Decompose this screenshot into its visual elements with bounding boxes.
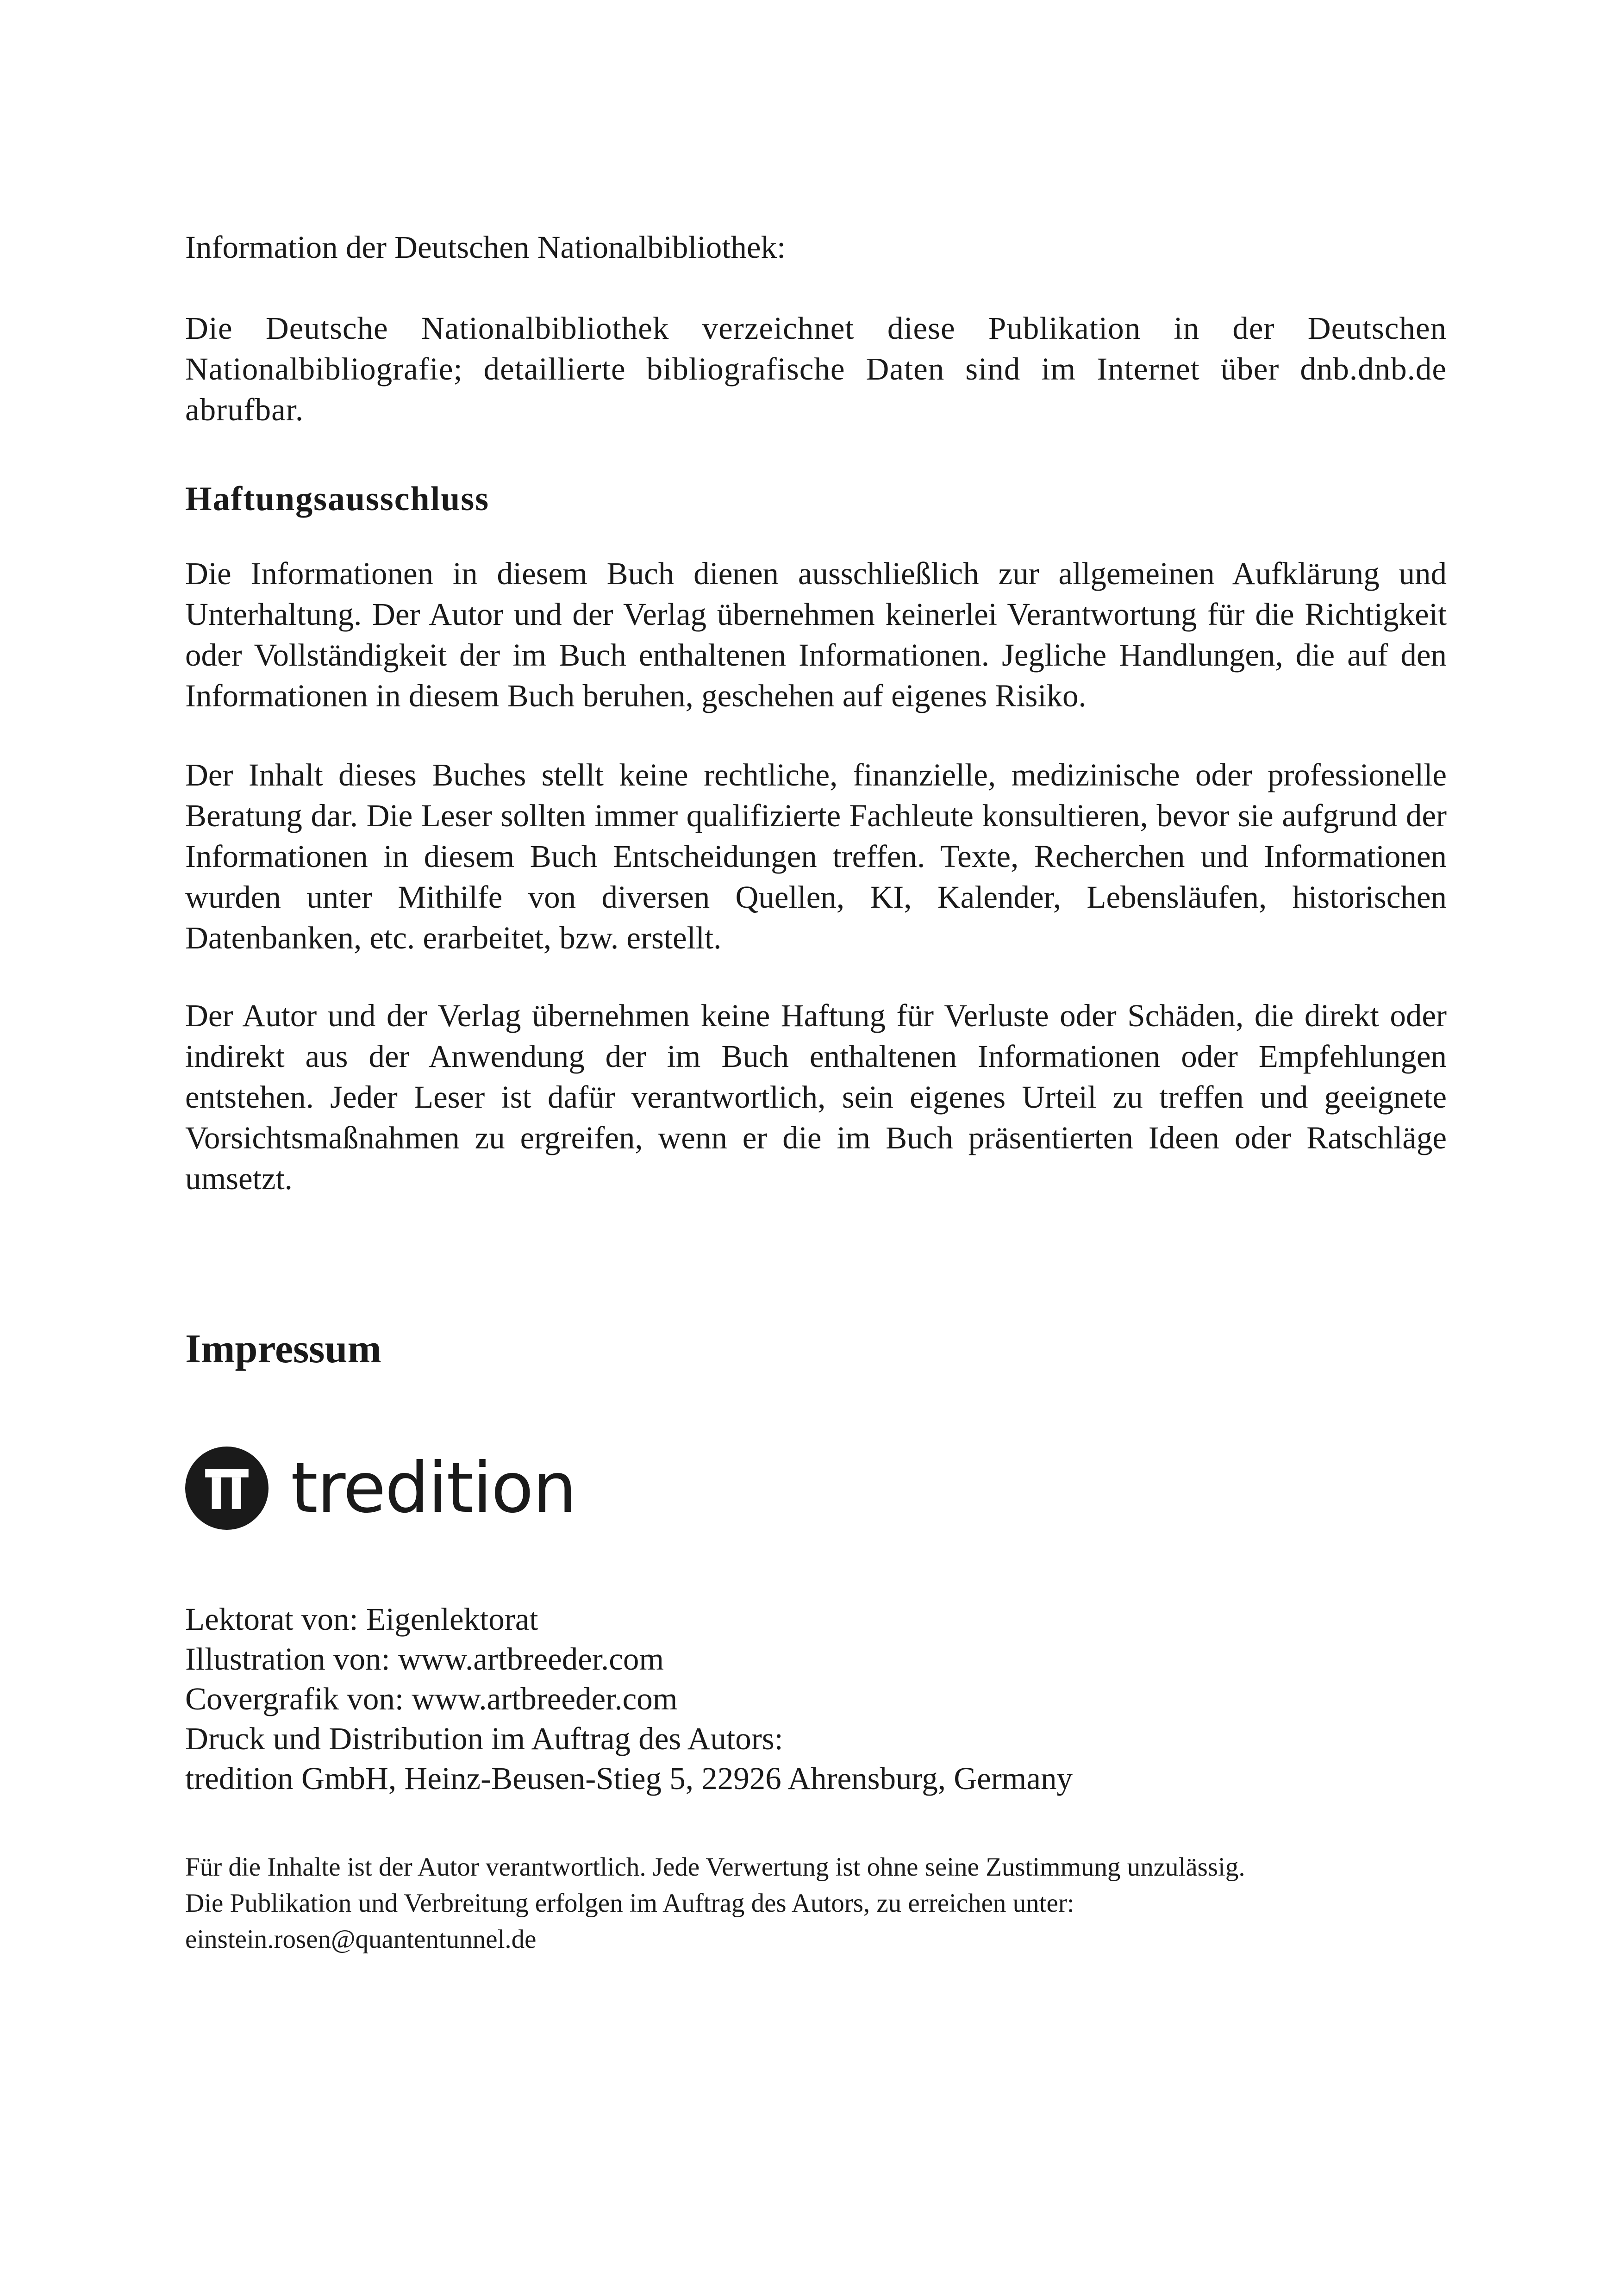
disclaimer-paragraph-1: Die Informationen in diesem Buch dienen ausschließlich zur allgemeinen Aufklärung und Unterhaltung. Der Autor und der Verlag übernehmen keinerlei Verantwortung für die Richtigkeit oder Vollständigkeit der im Buch enthaltenen Informationen. Jegliche Handlungen, die auf den Informationen in diesem Buch beruhen, geschehen auf eigenes Risiko. bbox=[185, 556, 1447, 713]
disclaimer-heading: Haftungsausschluss bbox=[185, 480, 490, 518]
credit-line-cover: Covergrafik von: www.artbreeder.com bbox=[185, 1681, 678, 1716]
credit-line-illustration: Illustration von: www.artbreeder.com bbox=[185, 1641, 664, 1677]
fine-print-contact: Die Publikation und Verbreitung erfolgen im Auftrag des Autors, zu erreichen unter: einstein.rosen@quantentunnel.de bbox=[185, 1889, 1074, 1954]
disclaimer-paragraph-2: Der Inhalt dieses Buches stellt keine rechtliche, finanzielle, medizinische oder professionelle Beratung dar. Die Leser sollten immer qualifizierte Fachleute konsultieren, bevor sie aufgrund der Informationen in diesem Buch Entscheidungen treffen. Texte, Recherchen und Informationen wurden unter Mithilfe von diversen Quellen, KI, Kalender, Lebensläufen, historischen Datenbanken, etc. erarbeitet, bzw. erstellt. bbox=[185, 757, 1447, 955]
credit-line-distribution: Druck und Distribution im Auftrag des Autors: bbox=[185, 1721, 783, 1756]
credit-line-publisher-address: tredition GmbH, Heinz-Beusen-Stieg 5, 22926 Ahrensburg, Germany bbox=[185, 1761, 1073, 1796]
impressum-credits bbox=[185, 1599, 1447, 1798]
impressum-heading: Impressum bbox=[185, 1327, 381, 1372]
fine-print-responsibility: Für die Inhalte ist der Autor verantwortlich. Jede Verwertung ist ohne seine Zustimmung unzulässig. bbox=[185, 1852, 1245, 1882]
tredition-wordmark: tredition bbox=[291, 1448, 576, 1528]
disclaimer-paragraph-3: Der Autor und der Verlag übernehmen keine Haftung für Verluste oder Schäden, die direkt oder indirekt aus der Anwendung der im Buch enthaltenen Informationen oder Empfehlungen entstehen. Jeder Leser ist dafür verantwortlich, sein eigenes Urteil zu treffen und geeignete Vorsichtsmaßnahmen zu ergreifen, wenn er die im Buch präsentierten Ideen oder Ratschläge umsetzt. bbox=[185, 998, 1447, 1196]
page bbox=[185, 0, 1447, 2295]
fine-print bbox=[185, 1849, 1426, 1958]
credit-line-editing: Lektorat von: Eigenlektorat bbox=[185, 1602, 538, 1637]
dnb-paragraph: Die Deutsche Nationalbibliothek verzeichnet diese Publikation in der Deutschen Nationalbibliografie; detaillierte bibliografische Daten sind im Internet über dnb.dnb.de abrufbar. bbox=[185, 311, 1447, 427]
publisher-logo bbox=[185, 1447, 576, 1530]
dnb-intro: Information der Deutschen Nationalbibliothek: bbox=[185, 230, 786, 265]
tredition-logo-icon bbox=[185, 1447, 269, 1530]
